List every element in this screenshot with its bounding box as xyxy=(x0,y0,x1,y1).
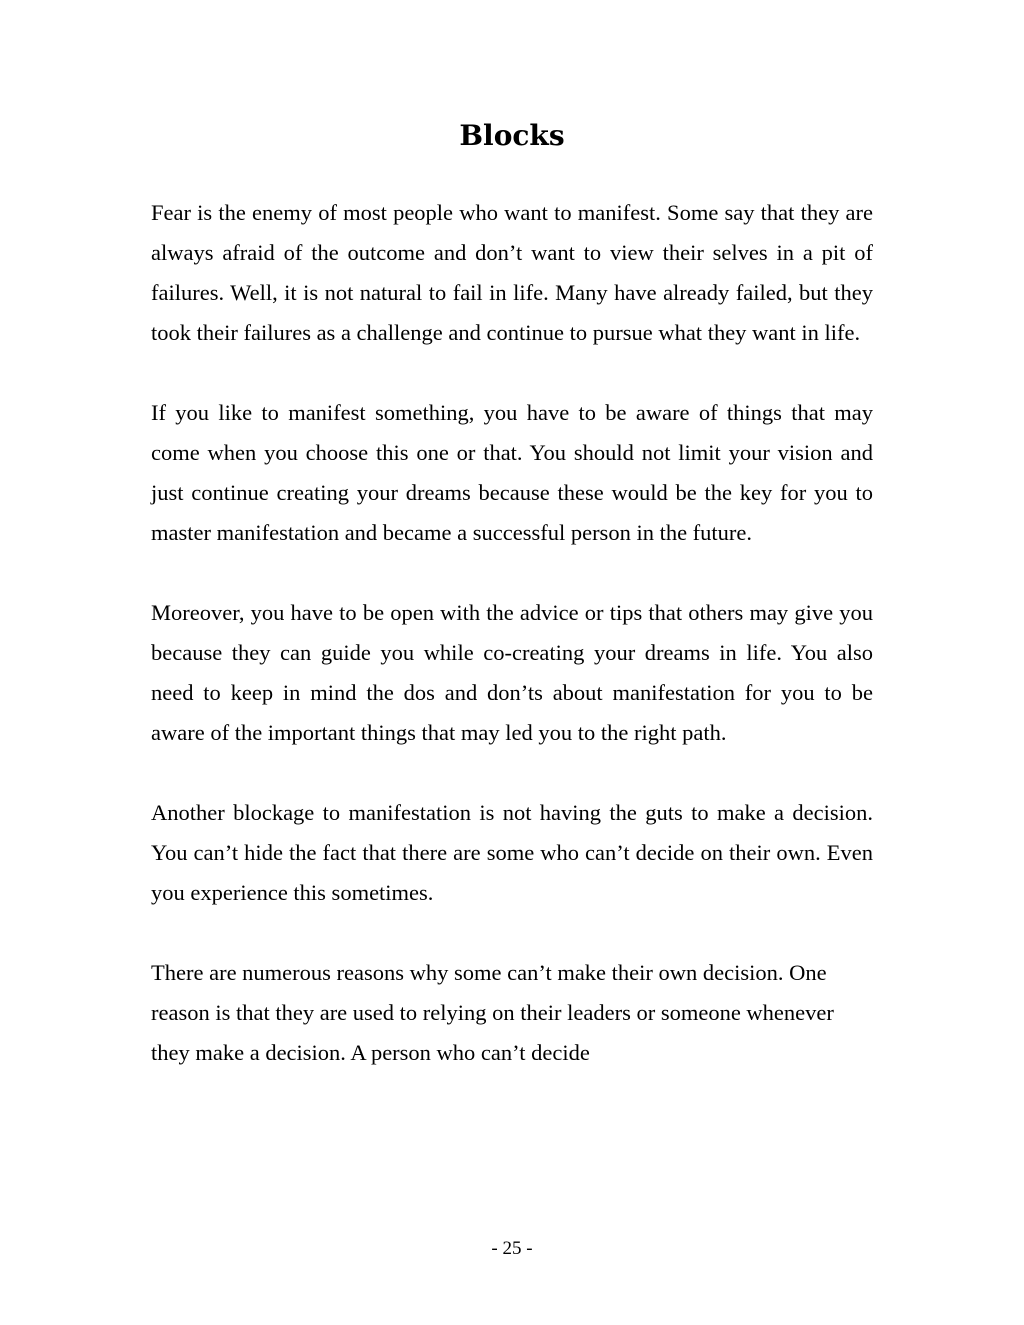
paragraph-1: Fear is the enemy of most people who want to manifest. Some say that they are always afraid of the outcome and don’t want to view their selves in a pit of failures. Well, it is not natural to fail in life. Many have already failed, but they took their failures as a challenge and continue to pursue what they want in life. xyxy=(151,200,873,345)
paragraph-5: There are numerous reasons why some can’t make their own decision. One reason is that they are used to relying on their leaders or someone whenever they make a decision. A person who can’t decide xyxy=(151,960,834,1065)
paragraph-3: Moreover, you have to be open with the advice or tips that others may give you because they can guide you while co-creating your dreams in life. You also need to keep in mind the dos and don’ts about manifestation for you to be aware of the important things that may led you to the right path. xyxy=(151,600,873,745)
page-title: Blocks xyxy=(459,119,565,152)
paragraph-2: If you like to manifest something, you have to be aware of things that may come when you choose this one or that. You should not limit your vision and just continue creating your dreams because these would be the key for you to master manifestation and became a successful person in the future. xyxy=(151,400,873,545)
paragraph-4: Another blockage to manifestation is not having the guts to make a decision. You can’t hide the fact that there are some who can’t decide on their own. Even you experience this sometimes. xyxy=(151,800,873,905)
body-text xyxy=(151,193,873,1073)
page-number: - 25 - xyxy=(491,1238,533,1259)
